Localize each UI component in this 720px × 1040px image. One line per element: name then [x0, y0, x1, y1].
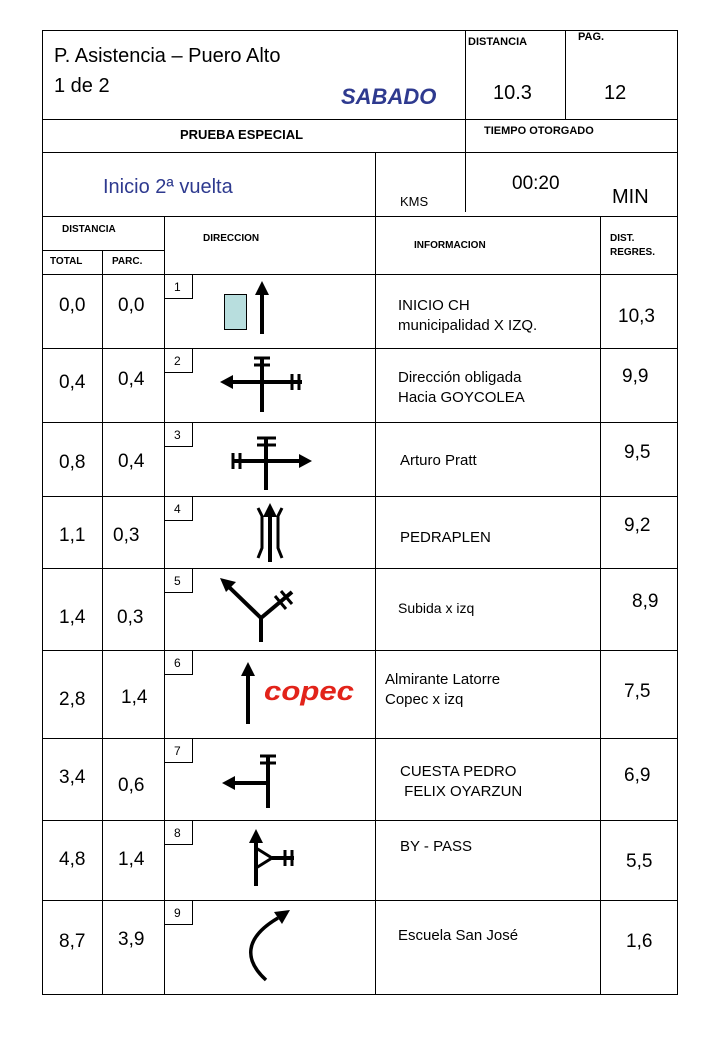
row-8-regres: 5,5: [626, 851, 653, 872]
row-8-parc: 1,4: [118, 849, 145, 870]
straight-arrow-with-building-icon: [215, 278, 285, 340]
page-label: PAG.: [578, 31, 605, 43]
row-4-number: 4: [174, 502, 181, 516]
row-2-regres: 9,9: [622, 366, 649, 387]
bypass-straight-icon: [240, 824, 302, 888]
curve-right-icon: [232, 904, 304, 984]
t-junction-left-icon: [218, 748, 280, 810]
col-distancia: DISTANCIA: [62, 224, 116, 235]
page-number: 12: [604, 82, 627, 104]
distance-label: DISTANCIA: [468, 36, 528, 48]
col-total: TOTAL: [50, 256, 83, 267]
section-title: PRUEBA ESPECIAL: [180, 127, 304, 142]
row-7-number: 7: [174, 744, 181, 758]
row-8-info: BY - PASS: [400, 838, 472, 855]
time-unit: MIN: [612, 186, 649, 208]
day-label: SABADO: [341, 84, 437, 109]
row-4-parc: 0,3: [113, 525, 140, 546]
kms-label: KMS: [400, 194, 429, 209]
stage-title: P. Asistencia – Puero Alto: [54, 45, 281, 67]
embankment-straight-icon: [248, 500, 292, 564]
row-2-info: Dirección obligada Hacia GOYCOLEA: [398, 369, 525, 406]
copec-logo: [262, 676, 360, 708]
fork-left-icon: [215, 572, 301, 646]
row-6-regres: 7,5: [624, 681, 651, 702]
row-9-total: 8,7: [59, 931, 86, 952]
time-value: 00:20: [512, 173, 560, 194]
row-9-regres: 1,6: [626, 931, 653, 952]
row-5-number: 5: [174, 574, 181, 588]
row-7-regres: 6,9: [624, 765, 651, 786]
start-note: Inicio 2ª vuelta: [103, 176, 233, 198]
row-6-parc: 1,4: [121, 687, 148, 708]
time-granted-label: TIEMPO OTORGADO: [484, 125, 594, 137]
row-4-total: 1,1: [59, 525, 86, 546]
distance-value: 10.3: [493, 82, 532, 104]
row-6-total: 2,8: [59, 689, 86, 710]
row-1-info: INICIO CH municipalidad X IZQ.: [398, 297, 538, 334]
row-5-total: 1,4: [59, 607, 86, 628]
col-parc: PARC.: [112, 256, 143, 267]
row-3-parc: 0,4: [118, 451, 145, 472]
row-1-number: 1: [174, 280, 181, 294]
row-6-number: 6: [174, 656, 181, 670]
row-3-regres: 9,5: [624, 442, 651, 463]
row-1-total: 0,0: [59, 295, 86, 316]
row-2-parc: 0,4: [118, 369, 145, 390]
row-5-regres: 8,9: [632, 591, 659, 612]
row-4-regres: 9,2: [624, 515, 651, 536]
col-direccion: DIRECCION: [203, 233, 260, 244]
row-6-info: Almirante Latorre Copec x izq: [385, 671, 501, 708]
svg-text:copec: copec: [264, 676, 354, 706]
stage-part: 1 de 2: [54, 75, 110, 97]
row-7-parc: 0,6: [118, 775, 145, 796]
straight-arrow-icon: [234, 658, 264, 726]
col-informacion: INFORMACION: [414, 240, 486, 251]
row-2-number: 2: [174, 354, 181, 368]
crossroads-left-turn-icon: [218, 350, 310, 416]
row-1-parc: 0,0: [118, 295, 145, 316]
crossroads-right-turn-icon: [226, 428, 316, 494]
row-9-number: 9: [174, 906, 181, 920]
row-9-parc: 3,9: [118, 929, 145, 950]
row-4-info: PEDRAPLEN: [400, 529, 491, 546]
row-8-total: 4,8: [59, 849, 86, 870]
row-5-parc: 0,3: [117, 607, 144, 628]
row-2-total: 0,4: [59, 372, 86, 393]
row-8-number: 8: [174, 826, 181, 840]
row-5-info: Subida x izq: [398, 600, 475, 616]
row-1-regres: 10,3: [618, 306, 655, 327]
row-3-number: 3: [174, 428, 181, 442]
row-7-total: 3,4: [59, 767, 86, 788]
row-9-info: Escuela San José: [398, 927, 519, 944]
row-7-info: CUESTA PEDRO FELIX OYARZUN: [400, 763, 523, 800]
row-3-info: Arturo Pratt: [400, 452, 477, 469]
row-3-total: 0,8: [59, 452, 86, 473]
col-dist-regres: DIST. REGRES.: [610, 233, 656, 258]
